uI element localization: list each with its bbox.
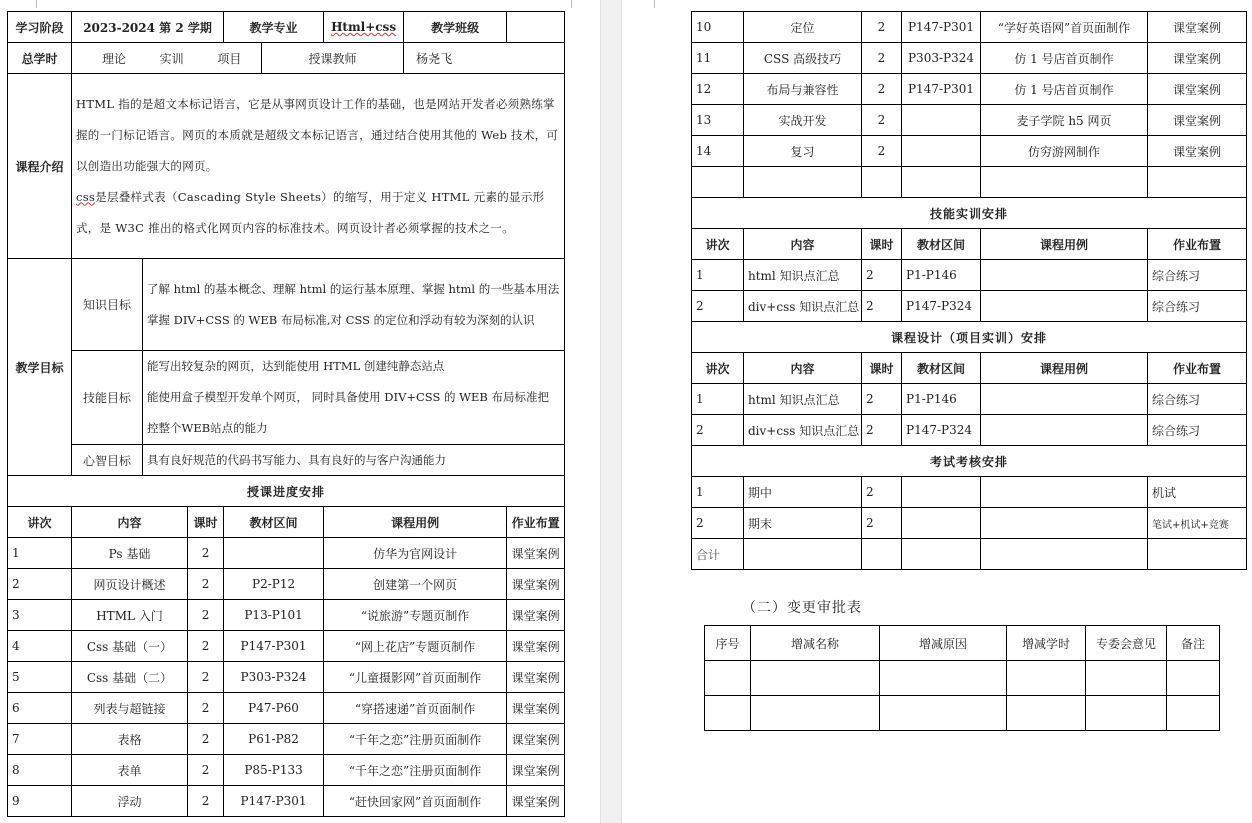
table-row	[692, 477, 1247, 508]
lecture-hours: 2	[862, 477, 902, 508]
lecture-content: html 知识点汇总	[744, 260, 862, 291]
stage-label: 学习阶段	[8, 12, 72, 43]
lecture-number: 2	[692, 415, 744, 446]
col-remarks: 备注	[1167, 626, 1220, 661]
textbook-range: P47-P60	[224, 693, 324, 724]
lecture-number: 5	[8, 662, 72, 693]
lecture-hours: 2	[188, 600, 224, 631]
lecture-number: 13	[692, 105, 744, 136]
lecture-number: 14	[692, 136, 744, 167]
lecture-number: 6	[8, 693, 72, 724]
lecture-content: 实战开发	[744, 105, 862, 136]
knowledge-line-1: 了解 html 的基本概念、理解 html 的运行基本原理、掌握 html 的一些基本用法	[147, 281, 560, 296]
homework: 课堂案例	[507, 755, 565, 786]
course-case: “赶快回家网”首页面制作	[324, 786, 507, 817]
blank-cell	[880, 696, 1007, 731]
col-case: 课程用例	[981, 353, 1148, 384]
textbook-range: P147-P301	[902, 74, 981, 105]
knowledge-line-2: 掌握 DIV+CSS 的 WEB 布局标准,对 CSS 的定位和浮动有较为深刻的认识	[147, 312, 535, 327]
lecture-number: 1	[8, 538, 72, 569]
textbook-range: P147-P301	[902, 12, 981, 43]
homework: 课堂案例	[1148, 136, 1247, 167]
lecture-content: 浮动	[72, 786, 188, 817]
homework: 课堂案例	[507, 631, 565, 662]
lecture-number: 1	[692, 477, 744, 508]
blank-cell	[880, 661, 1007, 696]
textbook-range: P1-P146	[902, 384, 981, 415]
lecture-content: 复习	[744, 136, 862, 167]
class-label: 教学班级	[404, 12, 507, 43]
blank-cell	[692, 167, 744, 198]
col-change-name: 增减名称	[751, 626, 880, 661]
lecture-number: 12	[692, 74, 744, 105]
lecture-hours: 2	[188, 662, 224, 693]
course-case: 麦子学院 h5 网页	[981, 105, 1148, 136]
textbook-range: P147-P324	[902, 291, 981, 322]
lecture-number: 11	[692, 43, 744, 74]
lecture-content: 期末	[744, 508, 862, 539]
lecture-number: 3	[8, 600, 72, 631]
col-hours: 课时	[862, 353, 902, 384]
lecture-content: 期中	[744, 477, 862, 508]
col-homework: 作业布置	[507, 507, 565, 538]
textbook-range: P2-P12	[224, 569, 324, 600]
col-change-hours: 增减学时	[1007, 626, 1086, 661]
col-content: 内容	[744, 353, 862, 384]
intro-paragraph-1: HTML 指的是超文本标记语言，它是从事网页设计工作的基础，也是网站开发者必须熟练掌握的一门标记语言。网页的本质就是超级文本标记语言，通过结合使用其他的 Web 技术，可以创造出功能强大的网页。	[76, 96, 559, 173]
course-case: “学好英语网”首页面制作	[981, 12, 1148, 43]
homework: 课堂案例	[507, 569, 565, 600]
homework: 机试	[1148, 477, 1247, 508]
table-row	[692, 136, 1247, 167]
textbook-range: P85-P133	[224, 755, 324, 786]
table-row	[8, 662, 565, 693]
homework: 课堂案例	[1148, 12, 1247, 43]
homework: 课堂案例	[1148, 105, 1247, 136]
col-content: 内容	[72, 507, 188, 538]
table-row	[692, 43, 1247, 74]
lecture-hours: 2	[862, 74, 902, 105]
goals-label: 教学目标	[8, 259, 72, 476]
table-row	[8, 786, 565, 817]
blank-cell	[981, 167, 1148, 198]
homework: 综合练习	[1148, 260, 1247, 291]
lecture-number: 2	[8, 569, 72, 600]
blank-cell	[705, 661, 751, 696]
homework: 课堂案例	[507, 538, 565, 569]
col-lecture: 讲次	[692, 229, 744, 260]
course-case	[981, 291, 1148, 322]
course-case: “说旅游”专题页制作	[324, 600, 507, 631]
textbook-range	[902, 508, 981, 539]
course-case: 仿 1 号店首页制作	[981, 43, 1148, 74]
lecture-content: 表格	[72, 724, 188, 755]
lecture-content: 网页设计概述	[72, 569, 188, 600]
lecture-number: 8	[8, 755, 72, 786]
lecture-number: 7	[8, 724, 72, 755]
blank-cell	[1167, 696, 1220, 731]
change-approval-table	[704, 625, 1220, 731]
homework: 课堂案例	[507, 724, 565, 755]
blank-cell	[1086, 696, 1167, 731]
table-row	[692, 384, 1247, 415]
lecture-number: 2	[692, 291, 744, 322]
blank-cell	[1007, 696, 1086, 731]
course-case: “千年之恋”注册页面制作	[324, 724, 507, 755]
mind-goal-label: 心智目标	[72, 445, 143, 476]
table-row	[8, 569, 565, 600]
course-case	[981, 384, 1148, 415]
lecture-content: Ps 基础	[72, 538, 188, 569]
course-case: “千年之恋”注册页面制作	[324, 755, 507, 786]
col-textbook-range: 教材区间	[902, 229, 981, 260]
blank-cell	[744, 539, 862, 570]
lecture-content: Css 基础（二）	[72, 662, 188, 693]
textbook-range: P13-P101	[224, 600, 324, 631]
total-label: 合计	[692, 539, 744, 570]
hours-label: 总学时	[8, 43, 72, 74]
crop-mark	[654, 0, 655, 8]
lecture-content: 列表与超链接	[72, 693, 188, 724]
course-case: 仿穷游网制作	[981, 136, 1148, 167]
lecture-hours: 2	[188, 631, 224, 662]
hours-breakdown	[72, 43, 262, 74]
col-lecture: 讲次	[8, 507, 72, 538]
textbook-range: P1-P146	[902, 260, 981, 291]
stage-value: 2023-2024 第 2 学期	[72, 12, 224, 43]
project-label: 项目	[217, 51, 242, 66]
blank-cell	[744, 167, 862, 198]
lecture-number: 1	[692, 384, 744, 415]
lecture-hours: 2	[862, 291, 902, 322]
lecture-hours: 2	[862, 384, 902, 415]
homework: 综合练习	[1148, 291, 1247, 322]
table-row	[692, 508, 1247, 539]
mind-goal-text: 具有良好规范的代码书写能力、具有良好的与客户沟通能力	[143, 445, 565, 476]
exam-title: 考试考核安排	[692, 446, 1247, 477]
textbook-range	[224, 538, 324, 569]
lecture-number: 4	[8, 631, 72, 662]
homework: 课堂案例	[1148, 43, 1247, 74]
col-textbook-range: 教材区间	[224, 507, 324, 538]
lecture-content: CSS 高级技巧	[744, 43, 862, 74]
course-case: 仿华为官网设计	[324, 538, 507, 569]
lecture-hours: 2	[188, 786, 224, 817]
skills-training-title: 技能实训安排	[692, 198, 1247, 229]
table-row	[8, 755, 565, 786]
col-hours: 课时	[862, 229, 902, 260]
skill-line-1: 能写出较复杂的网页，达到能使用 HTML 创建纯静态站点	[147, 359, 445, 373]
schedule-continued-table	[691, 11, 1247, 570]
homework: 课堂案例	[507, 693, 565, 724]
homework: 笔试+机试+竞赛	[1148, 508, 1247, 539]
homework: 课堂案例	[507, 600, 565, 631]
blank-cell	[862, 167, 902, 198]
major-value	[324, 12, 404, 43]
col-serial: 序号	[705, 626, 751, 661]
homework: 课堂案例	[1148, 74, 1247, 105]
blank-cell	[902, 539, 981, 570]
course-case	[981, 508, 1148, 539]
skill-goal-text	[143, 351, 565, 445]
col-case: 课程用例	[981, 229, 1148, 260]
blank-cell	[1167, 661, 1220, 696]
class-value	[507, 12, 565, 43]
course-case: 仿 1 号店首页制作	[981, 74, 1148, 105]
blank-cell	[1148, 167, 1247, 198]
textbook-range	[902, 477, 981, 508]
lecture-content: HTML 入门	[72, 600, 188, 631]
course-plan-table	[7, 11, 565, 817]
lecture-hours: 2	[862, 136, 902, 167]
table-row	[8, 600, 565, 631]
course-case: “穿搭速递”首页面制作	[324, 693, 507, 724]
col-homework: 作业布置	[1148, 229, 1247, 260]
course-case: 创建第一个网页	[324, 569, 507, 600]
lecture-content: div+css 知识点汇总	[744, 415, 862, 446]
lecture-hours: 2	[862, 12, 902, 43]
col-textbook-range: 教材区间	[902, 353, 981, 384]
lecture-hours: 2	[188, 538, 224, 569]
skill-goal-label: 技能目标	[72, 351, 143, 445]
col-homework: 作业布置	[1148, 353, 1247, 384]
textbook-range: P147-P301	[224, 631, 324, 662]
col-content: 内容	[744, 229, 862, 260]
css-term: css	[76, 189, 96, 204]
blank-cell	[1086, 661, 1167, 696]
table-row	[692, 260, 1247, 291]
blank-cell	[751, 696, 880, 731]
knowledge-goal-label: 知识目标	[72, 259, 143, 351]
lecture-hours: 2	[862, 415, 902, 446]
lecture-number: 1	[692, 260, 744, 291]
lecture-hours: 2	[862, 105, 902, 136]
lecture-number: 9	[8, 786, 72, 817]
col-committee-opinion: 专委会意见	[1086, 626, 1167, 661]
course-case	[981, 260, 1148, 291]
textbook-range	[902, 136, 981, 167]
blank-cell	[862, 539, 902, 570]
major-label: 教学专业	[224, 12, 324, 43]
lecture-content: 定位	[744, 12, 862, 43]
blank-cell	[902, 167, 981, 198]
change-approval-heading: （二）变更审批表	[742, 600, 862, 616]
col-hours: 课时	[188, 507, 224, 538]
table-row	[692, 105, 1247, 136]
knowledge-goal-text	[143, 259, 565, 351]
blank-cell	[981, 539, 1148, 570]
lecture-hours: 2	[188, 724, 224, 755]
blank-cell	[751, 661, 880, 696]
intro-text	[72, 74, 565, 259]
col-case: 课程用例	[324, 507, 507, 538]
col-lecture: 讲次	[692, 353, 744, 384]
textbook-range	[902, 105, 981, 136]
textbook-range: P147-P324	[902, 415, 981, 446]
crop-mark	[36, 0, 37, 8]
major-value-text: Html+css	[331, 20, 397, 34]
lecture-content: Css 基础（一）	[72, 631, 188, 662]
course-design-title: 课程设计（项目实训）安排	[692, 322, 1247, 353]
practice-label: 实训	[159, 51, 184, 66]
intro-paragraph-2-text: 是层叠样式表（Cascading Style Sheets）的缩写，用于定义 HTML 元素的显示形式，是 W3C 推出的格式化网页内容的标准技术。网页设计者必须掌握的技术之一。	[76, 189, 545, 235]
blank-cell	[705, 696, 751, 731]
blank-cell	[1007, 661, 1086, 696]
homework: 综合练习	[1148, 415, 1247, 446]
table-row	[692, 415, 1247, 446]
course-case: “网上花店”专题页制作	[324, 631, 507, 662]
lecture-content: div+css 知识点汇总	[744, 291, 862, 322]
teacher-label: 授课教师	[262, 43, 404, 74]
table-row	[692, 74, 1247, 105]
intro-label: 课程介绍	[8, 74, 72, 259]
page-gutter	[600, 0, 622, 823]
table-row	[8, 538, 565, 569]
textbook-range: P303-P324	[902, 43, 981, 74]
col-change-reason: 增减原因	[880, 626, 1007, 661]
homework: 课堂案例	[507, 662, 565, 693]
course-case	[981, 415, 1148, 446]
lecture-hours: 2	[188, 693, 224, 724]
course-case	[981, 477, 1148, 508]
table-row	[8, 724, 565, 755]
lecture-content: html 知识点汇总	[744, 384, 862, 415]
lecture-number: 2	[692, 508, 744, 539]
intro-paragraph-2	[76, 182, 560, 244]
crop-mark	[571, 0, 572, 8]
table-row	[8, 631, 565, 662]
lecture-hours: 2	[862, 508, 902, 539]
skill-line-2: 能使用盒子模型开发单个网页， 同时具备使用 DIV+CSS 的 WEB 布局标准把控整个WEB站点的能力	[147, 390, 549, 435]
lecture-content: 表单	[72, 755, 188, 786]
textbook-range: P147-P301	[224, 786, 324, 817]
textbook-range: P303-P324	[224, 662, 324, 693]
lecture-content: 布局与兼容性	[744, 74, 862, 105]
textbook-range: P61-P82	[224, 724, 324, 755]
lecture-hours: 2	[862, 260, 902, 291]
lecture-hours: 2	[188, 755, 224, 786]
schedule-title: 授课进度安排	[8, 476, 565, 507]
table-row	[8, 693, 565, 724]
theory-label: 理论	[102, 51, 127, 66]
lecture-hours: 2	[188, 569, 224, 600]
lecture-number: 10	[692, 12, 744, 43]
blank-cell	[1148, 539, 1247, 570]
teacher-value: 杨尧飞	[404, 43, 565, 74]
course-case: “儿童摄影网”首页面制作	[324, 662, 507, 693]
lecture-hours: 2	[862, 43, 902, 74]
homework: 综合练习	[1148, 384, 1247, 415]
table-row	[692, 291, 1247, 322]
table-row	[692, 12, 1247, 43]
homework: 课堂案例	[507, 786, 565, 817]
